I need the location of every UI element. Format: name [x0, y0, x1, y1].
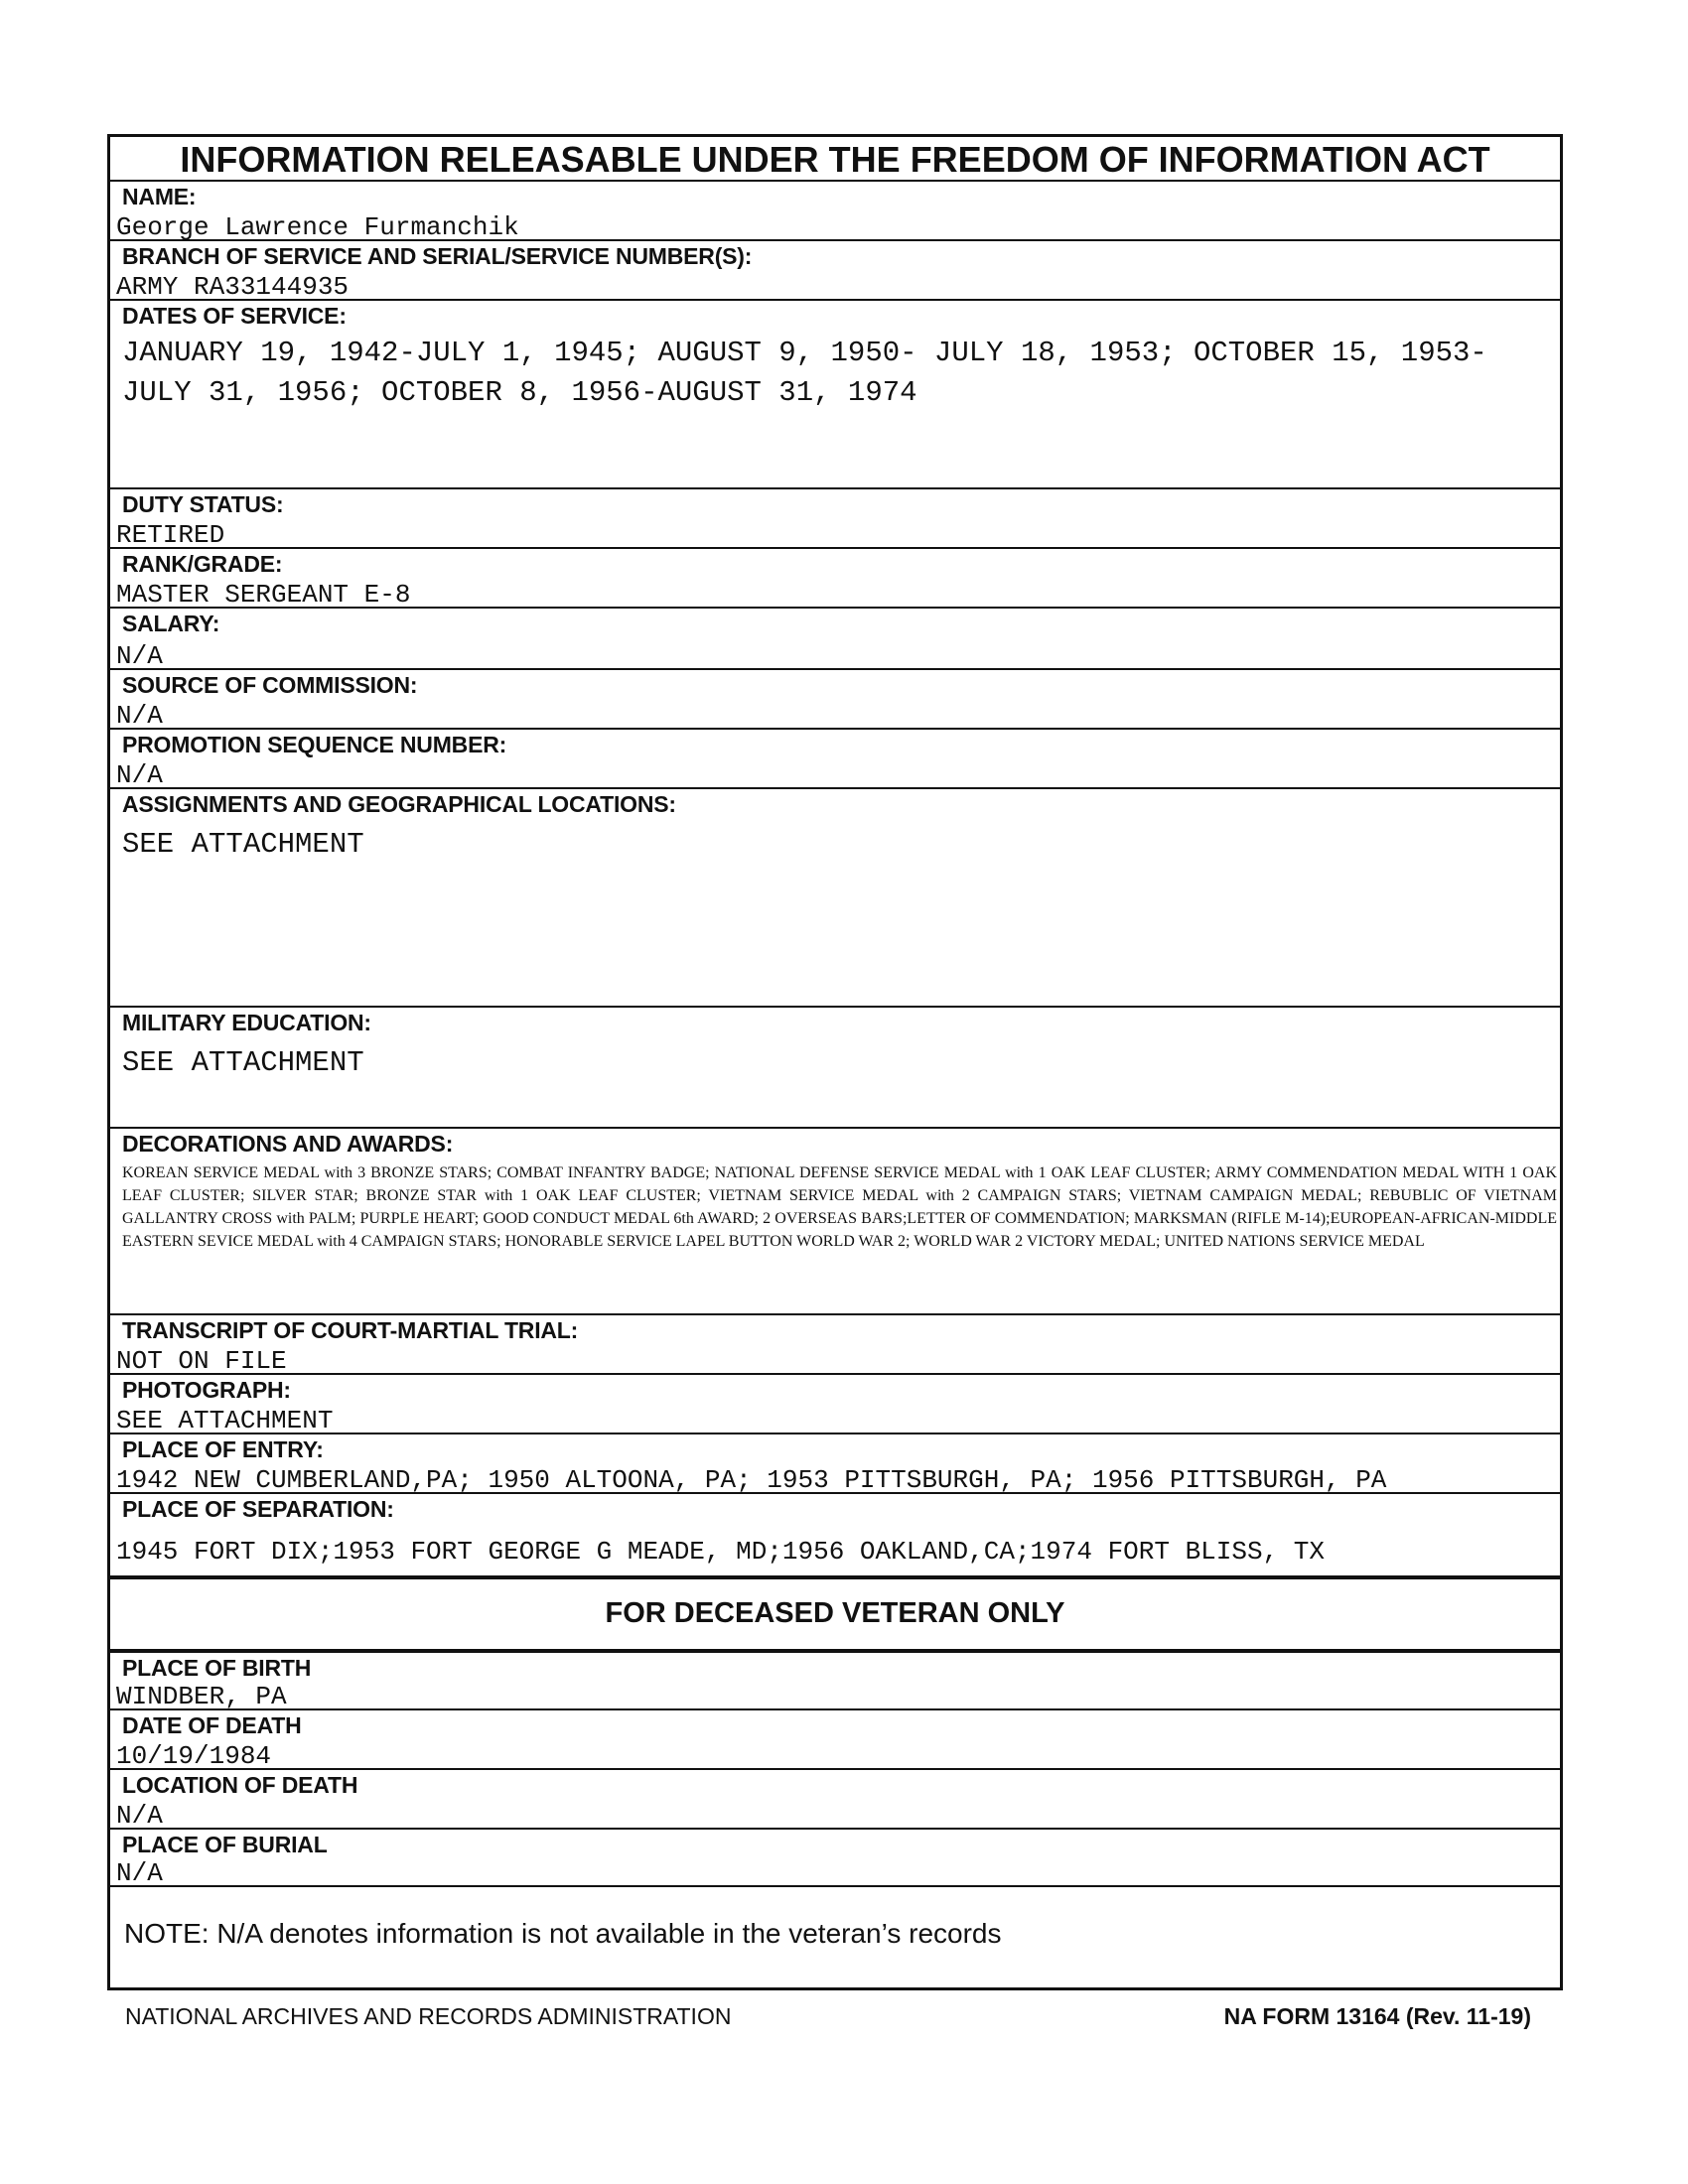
- date-of-death-value: 10/19/1984: [116, 1741, 272, 1771]
- promotion-sequence-row: [110, 730, 1560, 789]
- place-of-birth-row: [110, 1653, 1560, 1710]
- form-title: INFORMATION RELEASABLE UNDER THE FREEDOM OF INFORMATION ACT: [180, 139, 1490, 180]
- rank-grade-value: MASTER SERGEANT E-8: [116, 580, 411, 610]
- promotion-sequence-value: N/A: [116, 760, 163, 790]
- place-of-separation-value: 1945 FORT DIX;1953 FORT GEORGE G MEADE, MD;1956 OAKLAND,CA;1974 FORT BLISS, TX: [116, 1537, 1325, 1567]
- footer-form-number: NA FORM 13164: [1223, 2003, 1400, 2029]
- military-education-value: SEE ATTACHMENT: [122, 1046, 364, 1079]
- place-of-birth-value: WINDBER, PA: [116, 1682, 287, 1711]
- place-of-burial-label: PLACE OF BURIAL: [122, 1832, 328, 1857]
- place-of-separation-row: [110, 1494, 1560, 1579]
- location-of-death-row: [110, 1770, 1560, 1830]
- duty-status-row: [110, 489, 1560, 549]
- footer-agency: NATIONAL ARCHIVES AND RECORDS ADMINISTRATION: [125, 2003, 732, 2029]
- duty-status-value: RETIRED: [116, 520, 225, 550]
- assignments-value: SEE ATTACHMENT: [122, 828, 364, 861]
- salary-value: N/A: [116, 641, 163, 671]
- source-of-commission-row: [110, 670, 1560, 730]
- place-of-birth-label: PLACE OF BIRTH: [122, 1655, 312, 1681]
- military-education-row: [110, 1008, 1560, 1129]
- branch-label: BRANCH OF SERVICE AND SERIAL/SERVICE NUMBER(S):: [122, 243, 753, 269]
- photograph-row: [110, 1375, 1560, 1434]
- branch-value: ARMY RA33144935: [116, 272, 350, 302]
- decorations-value: KOREAN SERVICE MEDAL with 3 BRONZE STARS; COMBAT INFANTRY BADGE; NATIONAL DEFENSE SERVICE MEDAL with 1 OAK LEAF CLUSTER; ARMY COMMENDATION MEDAL WITH 1 OAK LEAF CLUSTER; SILVER STAR; BRONZE STAR with 1 OAK LEAF CLUSTER; VIETNAM SERVICE MEDAL with 2 CAMPAIGN STARS; VIETNAM CAMPAIGN MEDAL; REBUBLIC OF VIETNAM GALLANTRY CROSS with PALM; PURPLE HEART; GOOD CONDUCT MEDAL 6th AWARD; 2 OVERSEAS BARS;LETTER OF COMMENDATION; MARKSMAN (RIFLE M-14);EUROPEAN-AFRICAN-MIDDLE EASTERN SEVICE MEDAL with 4 CAMPAIGN STARS; HONORABLE SERVICE LAPEL BUTTON WORLD WAR 2; WORLD WAR 2 VICTORY MEDAL; UNITED NATIONS SERVICE MEDAL: [122, 1164, 1557, 1250]
- location-of-death-label: LOCATION OF DEATH: [122, 1772, 358, 1798]
- place-of-burial-value: N/A: [116, 1858, 163, 1888]
- rank-grade-label: RANK/GRADE:: [122, 551, 283, 577]
- location-of-death-value: N/A: [116, 1801, 163, 1831]
- dates-of-service-label: DATES OF SERVICE:: [122, 303, 347, 329]
- rank-grade-row: [110, 549, 1560, 609]
- name-row: [110, 182, 1560, 241]
- name-label: NAME:: [122, 184, 197, 209]
- assignments-row: [110, 789, 1560, 1008]
- place-of-burial-row: [110, 1830, 1560, 1887]
- form-title-row: [110, 137, 1560, 182]
- salary-label: SALARY:: [122, 611, 220, 636]
- note-text: NOTE: N/A denotes information is not available in the veteran’s records: [124, 1918, 1002, 1949]
- dates-of-service-value: JANUARY 19, 1942-JULY 1, 1945; AUGUST 9, 1950- JULY 18, 1953; OCTOBER 15, 1953-JULY 31, 1956; OCTOBER 8, 1956-AUGUST 31, 1974: [122, 337, 1487, 409]
- court-martial-value: NOT ON FILE: [116, 1346, 287, 1376]
- source-of-commission-value: N/A: [116, 701, 163, 731]
- photograph-label: PHOTOGRAPH:: [122, 1377, 291, 1403]
- place-of-entry-value: 1942 NEW CUMBERLAND,PA; 1950 ALTOONA, PA; 1953 PITTSBURGH, PA; 1956 PITTSBURGH, PA: [116, 1465, 1387, 1495]
- date-of-death-label: DATE OF DEATH: [122, 1712, 302, 1738]
- promotion-sequence-label: PROMOTION SEQUENCE NUMBER:: [122, 732, 507, 757]
- dates-of-service-row: [110, 301, 1560, 489]
- branch-row: [110, 241, 1560, 301]
- court-martial-label: TRANSCRIPT OF COURT-MARTIAL TRIAL:: [122, 1317, 579, 1343]
- footer-revision: (Rev. 11-19): [1405, 2003, 1531, 2029]
- date-of-death-row: [110, 1710, 1560, 1770]
- place-of-separation-label: PLACE OF SEPARATION:: [122, 1496, 394, 1522]
- photograph-value: SEE ATTACHMENT: [116, 1406, 334, 1435]
- foia-form: [107, 134, 1563, 1990]
- assignments-label: ASSIGNMENTS AND GEOGRAPHICAL LOCATIONS:: [122, 791, 676, 817]
- place-of-entry-label: PLACE OF ENTRY:: [122, 1436, 324, 1462]
- note-row: [110, 1887, 1560, 1990]
- duty-status-label: DUTY STATUS:: [122, 491, 284, 517]
- decorations-label: DECORATIONS AND AWARDS:: [122, 1131, 454, 1157]
- court-martial-row: [110, 1315, 1560, 1375]
- source-of-commission-label: SOURCE OF COMMISSION:: [122, 672, 418, 698]
- salary-row: [110, 609, 1560, 670]
- deceased-heading-row: [110, 1579, 1560, 1653]
- decorations-row: [110, 1129, 1560, 1315]
- military-education-label: MILITARY EDUCATION:: [122, 1010, 371, 1035]
- deceased-heading: FOR DECEASED VETERAN ONLY: [605, 1597, 1065, 1629]
- name-value: George Lawrence Furmanchik: [116, 212, 519, 242]
- footer-form-id: [1224, 2003, 1531, 2030]
- place-of-entry-row: [110, 1434, 1560, 1494]
